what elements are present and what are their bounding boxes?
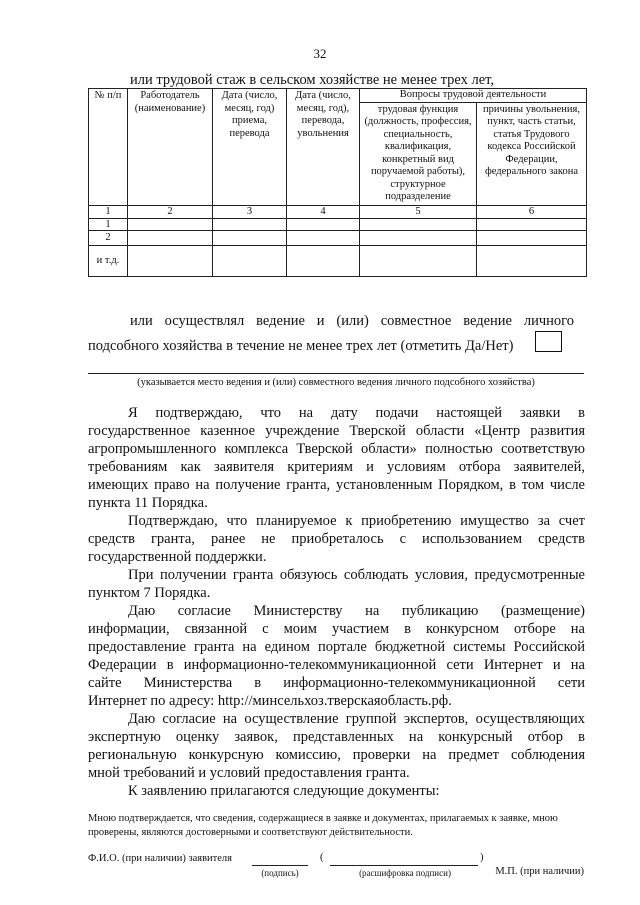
text-line: Интернет по адресу: http://минсельхоз.тверскаяобласть.рф. (88, 693, 452, 709)
table-row (89, 230, 587, 245)
header-num: № п/п (89, 89, 128, 206)
table-row (89, 245, 587, 276)
text-line: Даю согласие Министерству на публикацию (размещение) (128, 603, 585, 619)
employment-table (88, 88, 587, 277)
signature-caption: (подпись) (261, 868, 299, 878)
applicant-name-label: Ф.И.О. (при наличии) заявителя (88, 853, 232, 864)
header-fire-date: Дата (число, месяц, год), перевода, увольнения (287, 89, 360, 206)
table-cell[interactable] (287, 218, 360, 230)
row-number: 2 (89, 230, 128, 245)
text-line: экспертную оценку заявок, представленных на конкурсный отбор в (88, 729, 585, 745)
household-caption: (указывается место ведения и (или) совместного ведения личного подсобного хозяйства) (137, 377, 535, 388)
text-line: региональную конкурсную комиссию, проверки на предмет соблюдения (88, 747, 585, 763)
text-line: требованиям как заявителя критериям и условиям отбора заявителей, (88, 459, 585, 475)
header-reasons: причины увольнения, пункт, часть статьи, статья Трудового кодекса Российской Федерации, федерального закона (477, 102, 587, 205)
household-line-1: или осуществлял ведение и (или) совместное ведение личного (130, 313, 574, 329)
table-cell[interactable] (477, 230, 587, 245)
header-hire-date: Дата (число, месяц, год) приема, перевода (213, 89, 287, 206)
intro-line: или трудовой стаж в сельском хозяйстве не менее трех лет, (130, 72, 495, 88)
text-line: государственное казенное учреждение Тверской области «Центр развития (88, 423, 585, 439)
text-line: проверены, являются достоверными и соответствуют действительности. (88, 827, 413, 838)
text-line: информации, связанной с моим участием в конкурсном отборе на (88, 621, 585, 637)
text-line: агропромышленного комплекса Тверской области» полностью соответствую (88, 441, 585, 457)
text-line: сайте Министерства в информационно-телекоммуникационной сети (88, 675, 585, 691)
column-number: 1 (89, 205, 128, 218)
yes-no-checkbox[interactable] (535, 331, 562, 352)
table-cell[interactable] (128, 245, 213, 276)
text-line: Я подтверждаю, что на дату подачи настоящей заявки в (128, 405, 585, 421)
text-line: Федерации в информационно-телекоммуникационной сети Интернет и на (88, 657, 585, 673)
row-number: 1 (89, 218, 128, 230)
table-cell[interactable] (360, 218, 477, 230)
column-number: 4 (287, 205, 360, 218)
column-number: 5 (360, 205, 477, 218)
text-line: имеющих право на получение гранта, установленным Порядком, в том числе (88, 477, 585, 493)
decode-signature-line[interactable] (330, 865, 478, 866)
table-cell[interactable] (213, 218, 287, 230)
table-cell[interactable] (360, 245, 477, 276)
paragraph-property (88, 512, 585, 566)
place-input-line[interactable] (88, 373, 584, 374)
column-number: 2 (128, 205, 213, 218)
header-employer: Работодатель (наименование) (128, 89, 213, 206)
stamp-label: М.П. (при наличии) (495, 866, 584, 877)
table-cell[interactable] (213, 230, 287, 245)
attached-documents-heading: К заявлению прилагаются следующие документы: (128, 783, 440, 799)
row-number: и т.д. (89, 245, 128, 276)
page-number: 32 (313, 46, 327, 61)
open-paren: ( (320, 852, 324, 863)
text-line: пунктом 7 Порядка. (88, 585, 211, 601)
paragraph-expert-consent (88, 710, 585, 782)
table-cell[interactable] (287, 230, 360, 245)
table-cell[interactable] (128, 230, 213, 245)
table-cell[interactable] (477, 245, 587, 276)
text-line: Мною подтверждается, что сведения, содержащиеся в заявке и документах, прилагаемых к заявке, мною (88, 813, 558, 824)
header-function: трудовая функция (должность, профессия, специальность, квалификация, конкретный вид поручаемой работы), структурное подразделение (360, 102, 477, 205)
paragraph-confirm-eligibility (88, 404, 585, 512)
table-cell[interactable] (213, 245, 287, 276)
column-number: 6 (477, 205, 587, 218)
text-line: государственной поддержки. (88, 549, 267, 565)
table-cell[interactable] (360, 230, 477, 245)
decode-caption: (расшифровка подписи) (359, 868, 451, 878)
paragraph-conditions (88, 566, 585, 602)
paragraph-publication-consent (88, 602, 585, 710)
text-line: пункта 11 Порядка. (88, 495, 208, 511)
text-line: мной требований и условий предоставления гранта. (88, 765, 410, 781)
table-cell[interactable] (128, 218, 213, 230)
header-group: Вопросы трудовой деятельности (360, 89, 587, 103)
confirmation-note (88, 812, 585, 840)
signature-line[interactable] (252, 865, 308, 866)
table-row (89, 218, 587, 230)
text-line: Даю согласие на осуществление группой экспертов, осуществляющих (128, 711, 585, 727)
text-line: Подтверждаю, что планируемое к приобретению имущество за счет (128, 513, 585, 529)
close-paren: ) (480, 852, 484, 863)
column-number: 3 (213, 205, 287, 218)
text-line: При получении гранта обязуюсь соблюдать условия, предусмотренные (128, 567, 585, 583)
text-line: предоставление гранта на едином портале бюджетной системы Российской (88, 639, 585, 655)
text-line: средств гранта, ранее не приобреталось с использованием средств (88, 531, 585, 547)
table-cell[interactable] (287, 245, 360, 276)
table-cell[interactable] (477, 218, 587, 230)
household-line-2: подсобного хозяйства в течение не менее трех лет (отметить Да/Нет) (88, 338, 514, 354)
